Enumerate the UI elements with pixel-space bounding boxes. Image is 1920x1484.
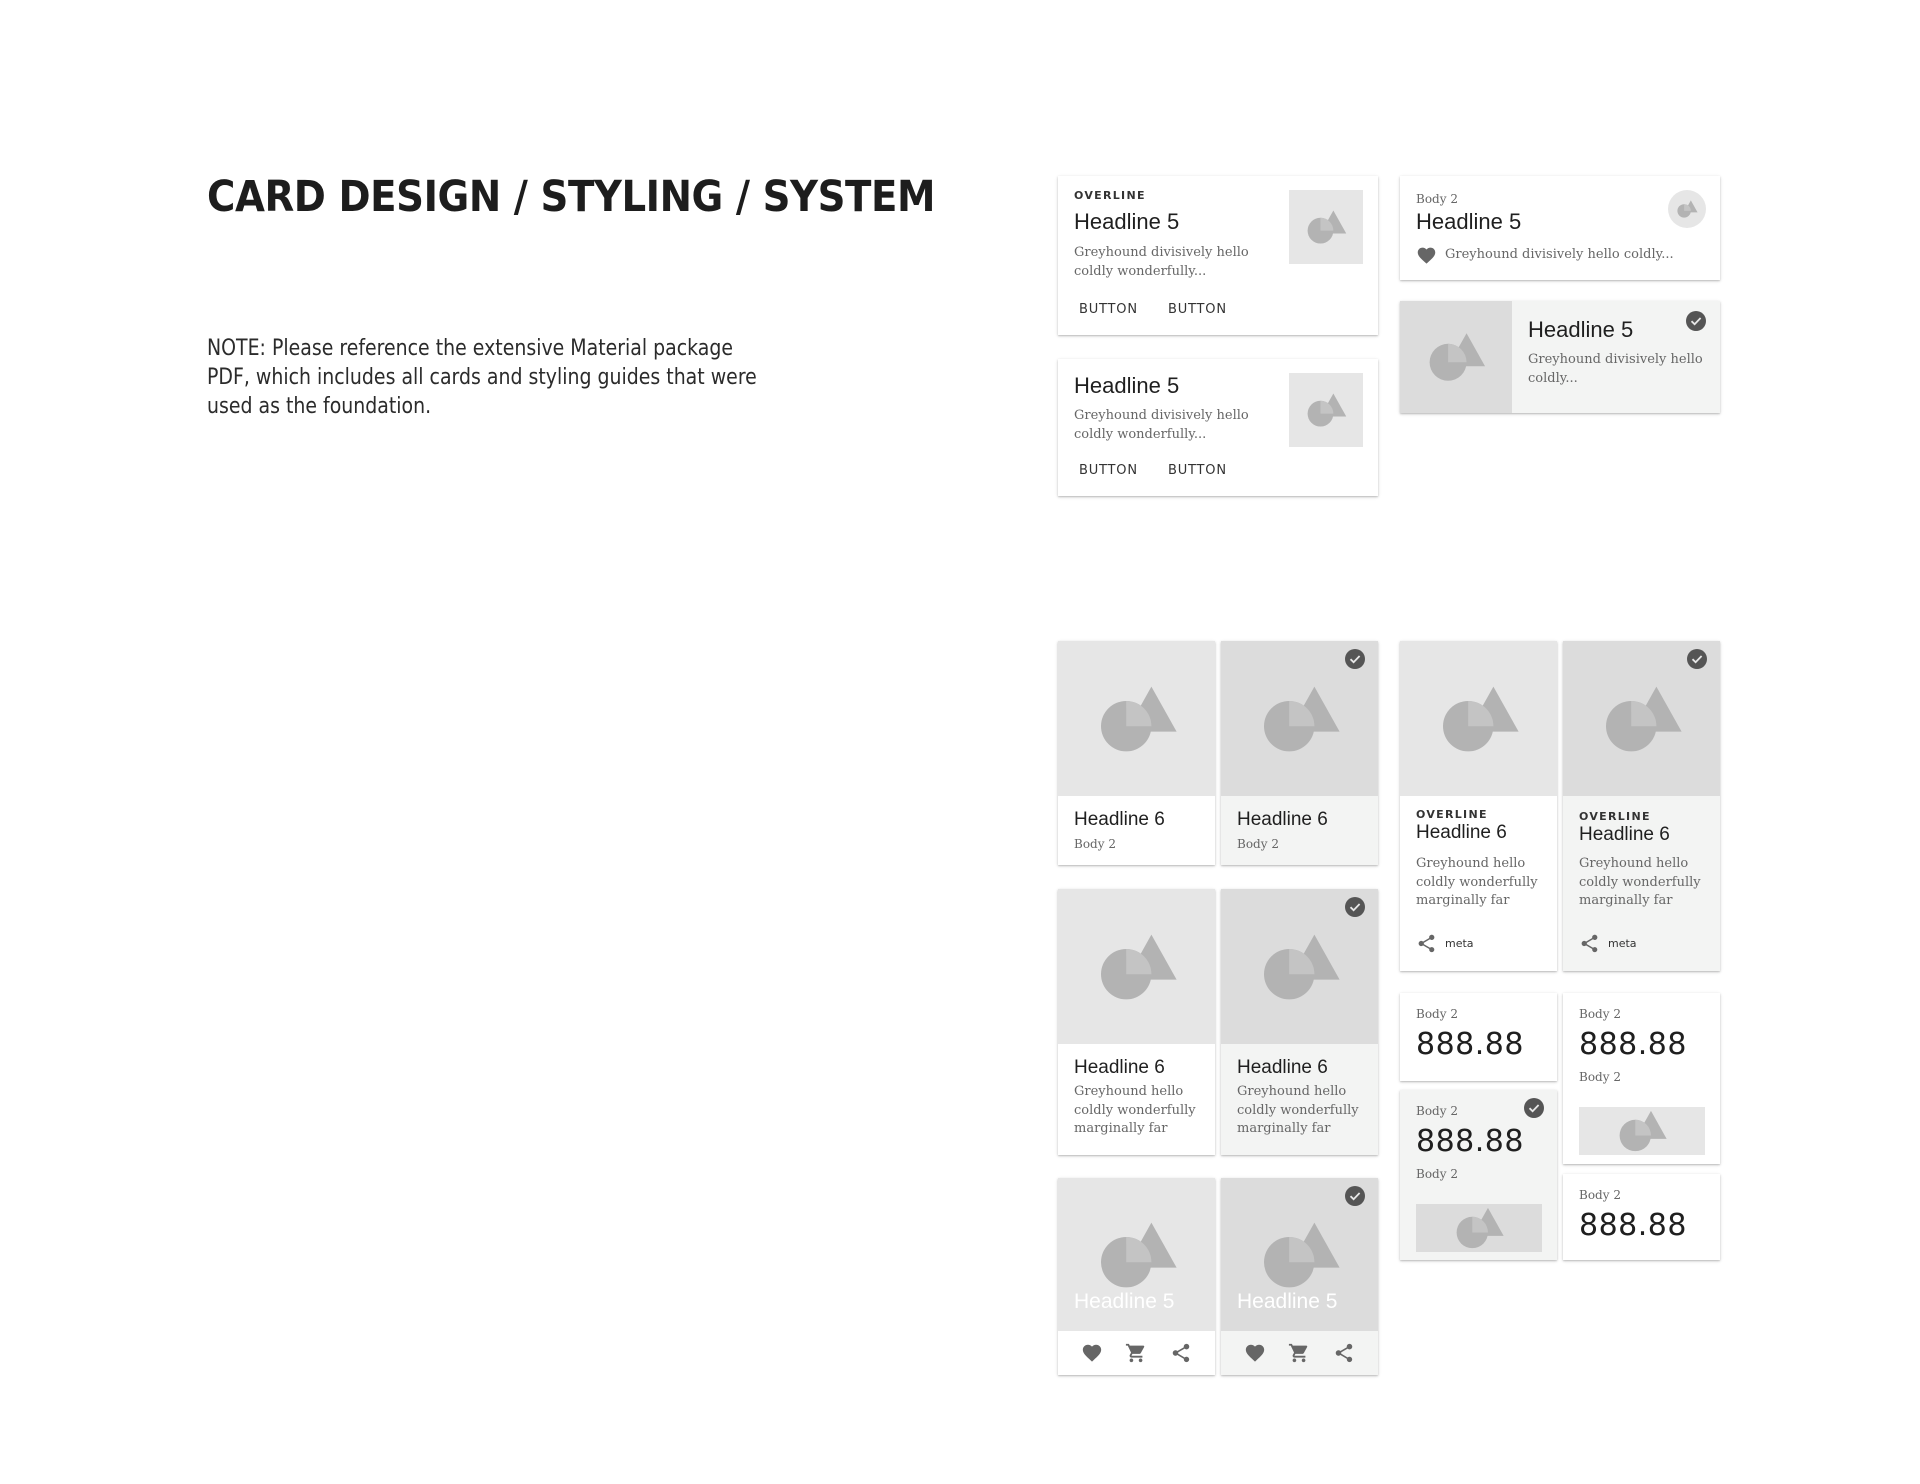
action-bar <box>1058 1331 1215 1375</box>
headline: Headline 6 <box>1579 824 1670 845</box>
shapes-icon <box>1092 931 1182 1003</box>
shapes-icon <box>1597 683 1687 755</box>
headline: Headline 6 <box>1237 1057 1328 1078</box>
image-placeholder <box>1400 641 1557 796</box>
body-text: Greyhound hello coldly wonderfully marginally far <box>1416 856 1538 908</box>
cart-icon[interactable] <box>1125 1342 1147 1364</box>
overline-label: OVERLINE <box>1074 189 1146 202</box>
body-text: Greyhound hello coldly wonderfully marginally far <box>1074 1084 1196 1136</box>
shapes-icon <box>1255 931 1345 1003</box>
card-media-headline6-body[interactable] <box>1058 889 1215 1155</box>
card-media-overlay-actions[interactable] <box>1058 1178 1215 1375</box>
body2-label: Body 2 <box>1416 192 1458 206</box>
card-media-headline6[interactable] <box>1058 641 1215 865</box>
overline-label: OVERLINE <box>1579 810 1651 823</box>
headline: Headline 6 <box>1074 809 1165 830</box>
card-button-1[interactable]: BUTTON <box>1079 302 1138 317</box>
body-text: Greyhound divisively hello coldly wonderfully... <box>1074 408 1249 442</box>
body2-label: Body 2 <box>1074 837 1116 851</box>
meta-label: meta <box>1608 937 1637 950</box>
stat-value: 888.88 <box>1416 1027 1524 1062</box>
body-text: Greyhound hello coldly wonderfully marginally far <box>1579 856 1701 908</box>
stat-sublabel: Body 2 <box>1579 1070 1621 1084</box>
headline: Headline 5 <box>1074 209 1180 234</box>
shapes-icon <box>1092 683 1182 755</box>
card-media-overline-meta-selected[interactable] <box>1563 641 1720 971</box>
check-icon[interactable] <box>1345 1186 1365 1206</box>
check-icon[interactable] <box>1524 1098 1544 1118</box>
card-stat-image[interactable] <box>1563 993 1720 1164</box>
overlay-headline: Headline 5 <box>1237 1290 1338 1313</box>
card-button-1[interactable]: BUTTON <box>1079 463 1138 478</box>
stat-label: Body 2 <box>1416 1104 1458 1118</box>
shapes-icon <box>1092 1219 1182 1291</box>
image-placeholder <box>1058 641 1215 796</box>
share-icon[interactable] <box>1170 1342 1192 1364</box>
heart-icon[interactable] <box>1416 245 1437 266</box>
image-placeholder <box>1579 1107 1705 1155</box>
check-icon[interactable] <box>1345 649 1365 669</box>
image-placeholder <box>1058 889 1215 1044</box>
image-placeholder <box>1289 373 1363 447</box>
stat-label: Body 2 <box>1579 1188 1621 1202</box>
stat-value: 888.88 <box>1579 1027 1687 1062</box>
heart-icon[interactable] <box>1244 1342 1266 1364</box>
stat-value: 888.88 <box>1416 1124 1524 1159</box>
headline: Headline 6 <box>1074 1057 1165 1078</box>
card-media-headline6-body-selected[interactable] <box>1221 889 1378 1155</box>
shapes-icon <box>1451 1206 1507 1251</box>
card-button-2[interactable]: BUTTON <box>1168 463 1227 478</box>
headline: Headline 5 <box>1074 373 1180 398</box>
card-media-left-selected[interactable] <box>1400 301 1720 413</box>
shapes-icon <box>1423 331 1489 384</box>
card-stat-image-selected[interactable] <box>1400 1090 1557 1260</box>
meta-label: meta <box>1445 937 1474 950</box>
card-media-headline6-selected[interactable] <box>1221 641 1378 865</box>
body-text: Greyhound hello coldly wonderfully marginally far <box>1237 1084 1359 1136</box>
avatar <box>1668 190 1706 228</box>
check-icon[interactable] <box>1345 897 1365 917</box>
shapes-icon <box>1614 1109 1670 1154</box>
stat-sublabel: Body 2 <box>1416 1167 1458 1181</box>
check-icon[interactable] <box>1687 649 1707 669</box>
stat-label: Body 2 <box>1416 1007 1458 1021</box>
share-icon[interactable] <box>1333 1342 1355 1364</box>
overlay-headline: Headline 5 <box>1074 1290 1175 1313</box>
card-avatar-list[interactable] <box>1400 176 1720 280</box>
page-title: CARD DESIGN / STYLING / SYSTEM <box>207 172 936 222</box>
headline: Headline 5 <box>1528 317 1634 342</box>
shapes-icon <box>1675 199 1699 219</box>
card-button-2[interactable]: BUTTON <box>1168 302 1227 317</box>
action-bar <box>1221 1331 1378 1375</box>
shapes-icon <box>1434 683 1524 755</box>
stat-label: Body 2 <box>1579 1007 1621 1021</box>
overline-label: OVERLINE <box>1416 808 1488 821</box>
headline: Headline 5 <box>1416 209 1522 234</box>
card-headline-buttons[interactable] <box>1058 359 1378 496</box>
card-stat[interactable] <box>1563 1174 1720 1260</box>
image-placeholder <box>1416 1204 1542 1252</box>
page-note: NOTE: Please reference the extensive Material package PDF, which includes all cards and styling guides that were used as the foundation. <box>207 336 757 419</box>
share-icon[interactable] <box>1416 933 1437 954</box>
body-text: Greyhound divisively hello coldly wonderfully... <box>1074 245 1249 279</box>
shapes-icon <box>1255 1219 1345 1291</box>
image-placeholder <box>1400 301 1512 413</box>
stat-value: 888.88 <box>1579 1208 1687 1243</box>
headline: Headline 6 <box>1237 809 1328 830</box>
card-media-overlay-actions-selected[interactable] <box>1221 1178 1378 1375</box>
cart-icon[interactable] <box>1288 1342 1310 1364</box>
body-text: Greyhound divisively hello coldly... <box>1445 247 1674 262</box>
body-text: Greyhound divisively hello coldly... <box>1528 352 1703 386</box>
card-stat[interactable] <box>1400 993 1557 1081</box>
share-icon[interactable] <box>1579 933 1600 954</box>
card-media-overline-meta[interactable] <box>1400 641 1557 971</box>
image-placeholder <box>1289 190 1363 264</box>
body2-label: Body 2 <box>1237 837 1279 851</box>
card-overline-headline-buttons[interactable] <box>1058 176 1378 335</box>
shapes-icon <box>1255 683 1345 755</box>
heart-icon[interactable] <box>1081 1342 1103 1364</box>
check-icon[interactable] <box>1686 311 1706 331</box>
shapes-icon <box>1303 209 1349 246</box>
headline: Headline 6 <box>1416 822 1507 843</box>
shapes-icon <box>1303 392 1349 429</box>
